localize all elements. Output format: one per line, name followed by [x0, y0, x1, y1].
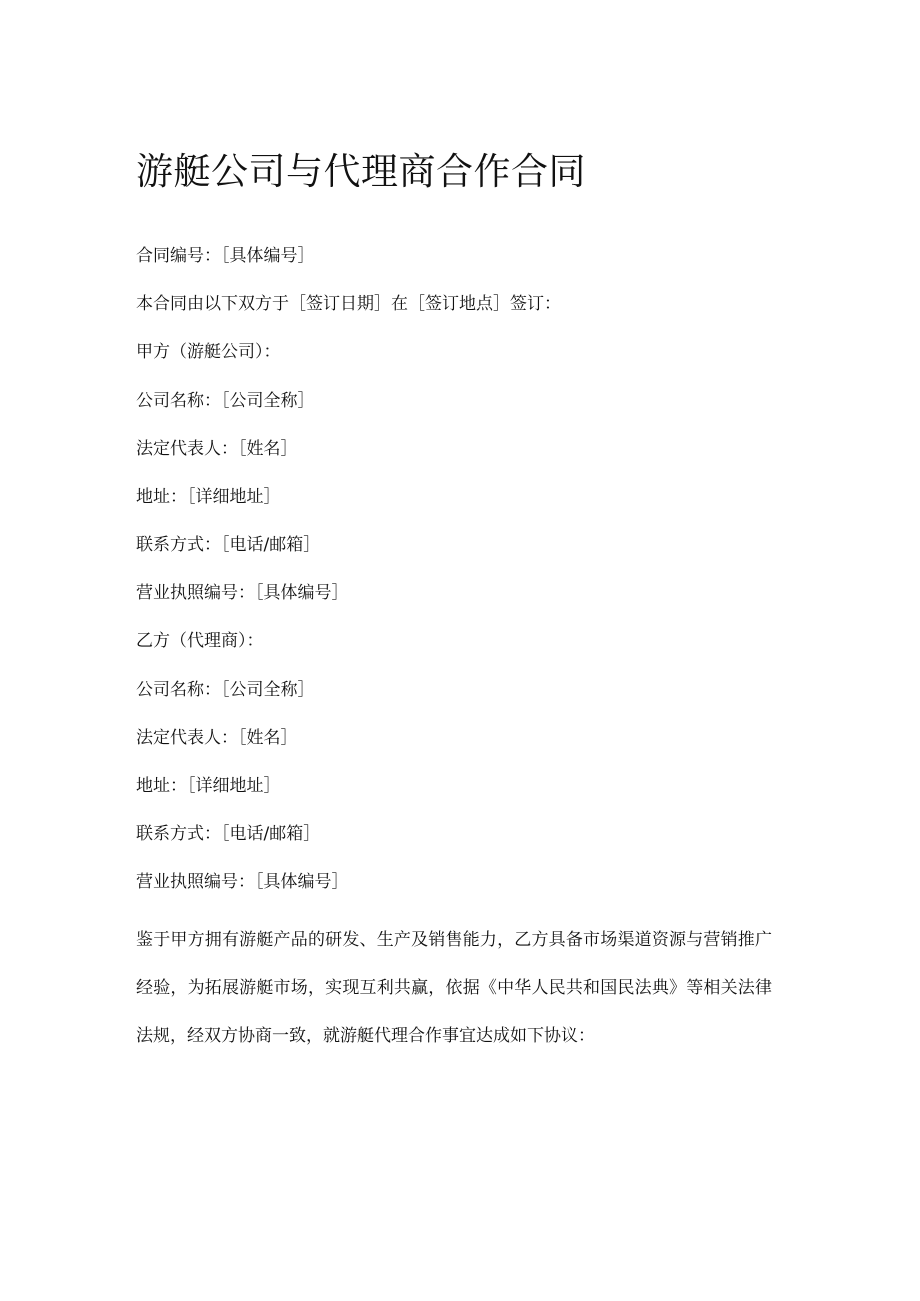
party-a-contact: 联系方式：［电话/邮箱］ — [136, 535, 321, 555]
document-title: 游艇公司与代理商合作合同 — [136, 150, 586, 193]
party-b-heading: 乙方（代理商）： — [136, 631, 264, 651]
party-b-contact: 联系方式：［电话/邮箱］ — [136, 824, 321, 844]
contract-number-line: 合同编号：［具体编号］ — [136, 246, 315, 266]
party-b-company-name: 公司名称：［公司全称］ — [136, 680, 315, 700]
preamble-paragraph: 鉴于甲方拥有游艇产品的研发、生产及销售能力，乙方具备市场渠道资源与营销推广经验，为拓展游艇市场，实现互利共赢，依据《中华人民共和国民法典》等相关法律法规，经双方协商一致，就游艇代理合作事宜达成如下协议： — [136, 930, 772, 1046]
signing-statement-line: 本合同由以下双方于［签订日期］在［签订地点］签订： — [136, 294, 561, 314]
party-b-address: 地址：［详细地址］ — [136, 776, 281, 796]
party-a-license-number: 营业执照编号：［具体编号］ — [136, 583, 349, 603]
party-a-heading: 甲方（游艇公司）： — [136, 342, 281, 362]
party-b-license-number: 营业执照编号：［具体编号］ — [136, 872, 349, 892]
party-a-legal-representative: 法定代表人：［姓名］ — [136, 439, 298, 459]
party-a-address: 地址：［详细地址］ — [136, 487, 281, 507]
party-b-legal-representative: 法定代表人：［姓名］ — [136, 728, 298, 748]
party-a-company-name: 公司名称：［公司全称］ — [136, 391, 315, 411]
